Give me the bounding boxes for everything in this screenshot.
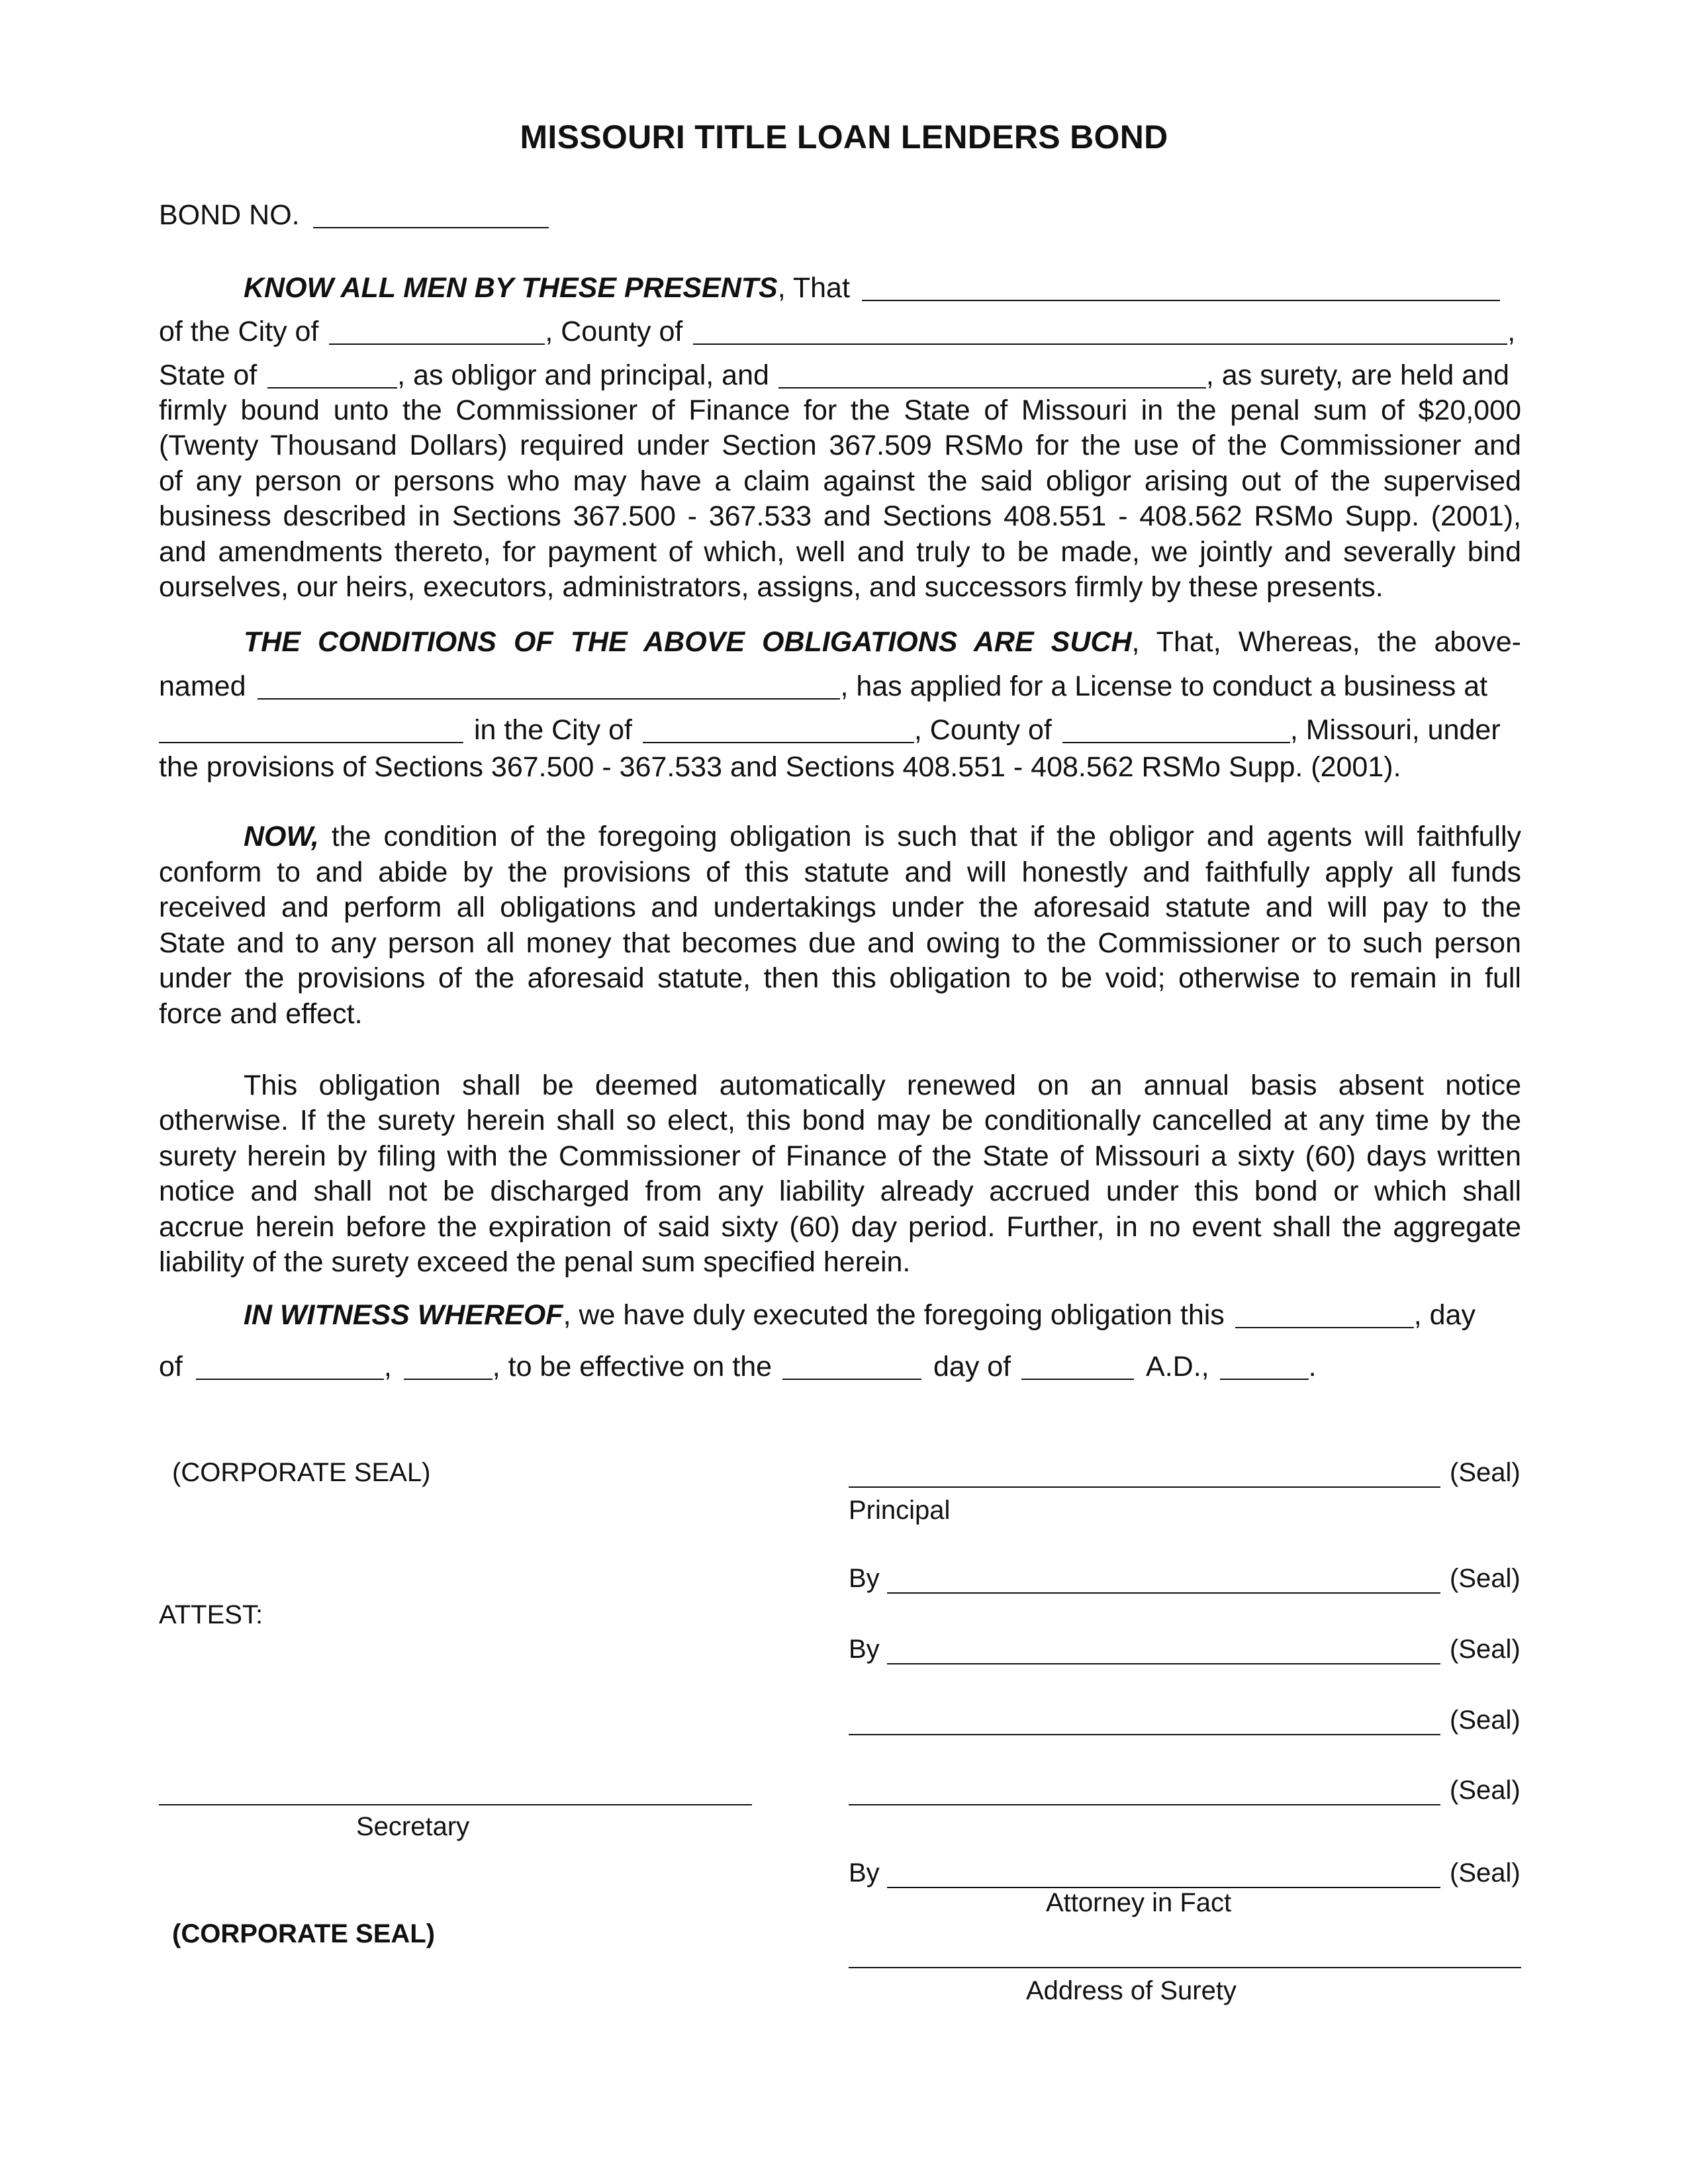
p1-line9: ourselves, our heirs, executors, administrators, assigns, and successors firmly by these presents. <box>159 571 1383 603</box>
p2-line1 <box>159 625 1521 660</box>
p1-obligor: , as obligor and principal, and <box>397 359 769 391</box>
p5-of: of <box>159 1351 183 1383</box>
seal-label-4: (Seal) <box>1450 1706 1521 1735</box>
p4-line6: liability of the surety exceed the penal sum specified herein. <box>159 1246 911 1278</box>
p4-line1 <box>159 1068 1521 1104</box>
p4-line5: accrue herein before the expiration of said sixty (60) day period. Further, in no event shall the aggregate <box>159 1211 1521 1243</box>
p1-of-city: of the City of <box>159 316 319 347</box>
named-applicant-field[interactable] <box>258 674 840 700</box>
p2-in-city: in the City of <box>473 714 632 746</box>
address-of-surety-line[interactable] <box>849 1967 1521 1968</box>
p3-line5: under the provisions of the aforesaid statute, then this obligation to be void; otherwise to remain in full <box>159 962 1521 994</box>
p1-comma: , <box>1507 316 1516 347</box>
p1-line1 <box>244 274 1500 302</box>
p3-line1-text: the condition of the foregoing obligation is such that if the obligor and agents will faithfully <box>318 821 1521 852</box>
p5-line1 <box>244 1301 1476 1330</box>
p2-missouri: , Missouri, under <box>1289 714 1501 746</box>
principal-name-field[interactable] <box>862 276 1500 301</box>
effective-month-field[interactable] <box>1021 1355 1134 1380</box>
p1-lead: KNOW ALL MEN BY THESE PRESENTS <box>244 272 778 304</box>
p4-line3: surety herein by filing with the Commissioner of Finance of the State of Missouri a sixty (60) days written <box>159 1140 1521 1172</box>
p1-county: , County of <box>545 316 683 347</box>
attorney-in-fact-label: Attorney in Fact <box>1046 1888 1232 1917</box>
p3-line3: received and perform all obligations and undertakings under the aforesaid statute and will pay to the <box>159 891 1521 923</box>
corporate-seal-label-1: (CORPORATE SEAL) <box>172 1458 431 1487</box>
p2-named: named <box>159 670 246 702</box>
p4-line2: otherwise. If the surety herein shall so elect, this bond may be conditionally cancelled at any time by the <box>159 1105 1521 1136</box>
p5-effective: , to be effective on the <box>492 1351 773 1383</box>
by-signature-line-2[interactable] <box>887 1663 1440 1664</box>
bond-no-line <box>159 201 549 230</box>
p3-line2: conform to and abide by the provisions of this statute and will honestly and faithfully apply all funds <box>159 856 1521 888</box>
p2-line3 <box>159 716 1501 745</box>
p4-line1-text: This obligation shall be deemed automatically renewed on an annual basis absent notice <box>244 1069 1521 1101</box>
seal-label-1: (Seal) <box>1450 1458 1521 1487</box>
p1-line6: of any person or persons who may have a claim against the said obligor arising out of the supervised <box>159 465 1521 497</box>
address-of-surety-label: Address of Surety <box>1026 1976 1237 2005</box>
principal-city-field[interactable] <box>329 320 545 345</box>
surety-signature-line-2[interactable] <box>849 1804 1440 1805</box>
p2-line2 <box>159 672 1487 701</box>
p5-line2 <box>159 1353 1317 1381</box>
secretary-label: Secretary <box>356 1812 470 1841</box>
seal-label-3: (Seal) <box>1450 1635 1521 1664</box>
by-signature-line-1[interactable] <box>887 1592 1440 1594</box>
p1-that: , That <box>777 272 850 304</box>
p2-applied: , has applied for a License to conduct a business at <box>840 670 1488 702</box>
p3-line4: State and to any person all money that becomes due and owing to the Commissioner or to such person <box>159 927 1521 959</box>
p3-lead: NOW, <box>244 821 319 852</box>
executed-month-field[interactable] <box>196 1355 384 1380</box>
principal-county-field[interactable] <box>693 320 1507 345</box>
by-label-3: By <box>849 1858 880 1888</box>
p5-comma: , <box>383 1351 392 1383</box>
p5-ad: A.D., <box>1146 1351 1209 1383</box>
p2-line4: the provisions of Sections 367.500 - 367.533 and Sections 408.551 - 408.562 RSMo Supp. (2001). <box>159 751 1401 783</box>
p2-lead: THE CONDITIONS OF THE ABOVE OBLIGATIONS ARE SUCH <box>244 626 1132 658</box>
document-title: MISSOURI TITLE LOAN LENDERS BOND <box>520 118 1168 156</box>
p1-state-of: State of <box>159 359 258 391</box>
principal-signature-line[interactable] <box>849 1486 1440 1488</box>
p1-line4: firmly bound unto the Commissioner of Finance for the State of Missouri in the penal sum of $20,000 <box>159 394 1521 426</box>
p4-line4: notice and shall not be discharged from any liability already accrued under this bond or which shall <box>159 1175 1521 1207</box>
p3-line1 <box>159 819 1521 855</box>
executed-day-field[interactable] <box>1235 1303 1414 1328</box>
business-county-field[interactable] <box>1062 718 1290 743</box>
by-label-2: By <box>849 1635 880 1664</box>
p5-rest: , we have duly executed the foregoing obligation this <box>563 1299 1225 1331</box>
business-address-field[interactable] <box>159 718 463 743</box>
bond-no-field[interactable] <box>313 203 549 228</box>
p2-rest: , That, Whereas, the above- <box>1131 626 1521 658</box>
executed-year-field[interactable] <box>404 1355 492 1380</box>
bond-no-label: BOND NO. <box>159 199 300 231</box>
attest-label: ATTEST: <box>159 1600 263 1629</box>
surety-name-field[interactable] <box>778 363 1206 388</box>
seal-label-2: (Seal) <box>1450 1564 1521 1593</box>
secretary-signature-line[interactable] <box>159 1804 752 1805</box>
p5-lead: IN WITNESS WHEREOF <box>244 1299 563 1331</box>
corporate-seal-label-2: (CORPORATE SEAL) <box>172 1919 436 1948</box>
p5-day-of: day of <box>933 1351 1011 1383</box>
p5-period: . <box>1308 1351 1317 1383</box>
by-label-1: By <box>849 1564 880 1593</box>
p1-line8: and amendments thereto, for payment of which, well and truly to be made, we jointly and severally bind <box>159 536 1521 568</box>
seal-label-5: (Seal) <box>1450 1776 1521 1805</box>
effective-year-field[interactable] <box>1220 1355 1309 1380</box>
p1-line3 <box>159 361 1509 390</box>
p1-line5: (Twenty Thousand Dollars) required under Section 367.509 RSMo for the use of the Commissioner and <box>159 430 1521 461</box>
p3-line6: force and effect. <box>159 998 363 1030</box>
p5-day: , day <box>1413 1299 1476 1331</box>
p1-surety: , as surety, are held and <box>1205 359 1510 391</box>
p1-line2 <box>159 318 1515 346</box>
effective-day-field[interactable] <box>782 1355 921 1380</box>
seal-label-6: (Seal) <box>1450 1858 1521 1888</box>
p2-county: , County of <box>914 714 1052 746</box>
principal-state-field[interactable] <box>267 363 397 388</box>
business-city-field[interactable] <box>643 718 914 743</box>
principal-label: Principal <box>849 1496 951 1525</box>
p1-line7: business described in Sections 367.500 - 367.533 and Sections 408.551 - 408.562 RSMo Supp. (2001), <box>159 500 1521 532</box>
surety-signature-line-1[interactable] <box>849 1734 1440 1735</box>
